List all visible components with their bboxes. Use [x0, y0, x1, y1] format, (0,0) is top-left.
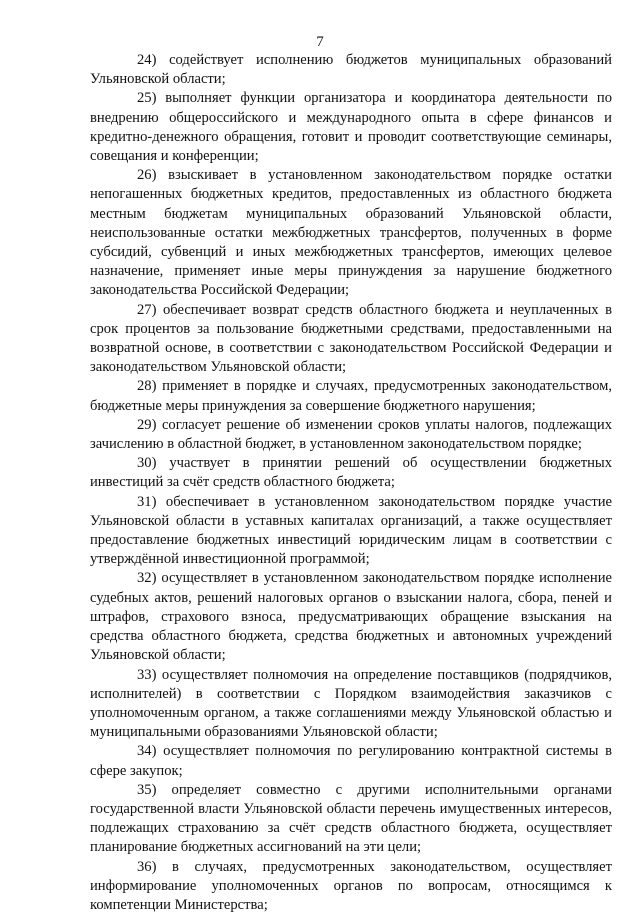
paragraph-33: 33) осуществляет полномочия на определение поставщиков (подрядчиков, исполнителей) в соответствии с Порядком взаимодействия заказчиков с уполномоченным органом, а также соглашениями между Ульяновской областью и муниципальными образованиями Ульяновской области; [90, 666, 612, 741]
paragraph-31: 31) обеспечивает в установленном законодательством порядке участие Ульяновской области в уставных капиталах организаций, а также осуществляет предоставление бюджетных инвестиций юридическим лицам в соответствии с утверждённой инвестиционной программой; [90, 493, 612, 568]
paragraph-24: 24) содействует исполнению бюджетов муниципальных образований Ульяновской области; [90, 52, 612, 88]
paragraph-32: 32) осуществляет в установленном законодательством порядке исполнение судебных актов, решений налоговых органов о взыскании налога, сбора, пеней и штрафов, страхового взноса, предусматривающих обращение взыскания на средства областного бюджета, средства бюджетных и автономных учреждений Ульяновской области; [90, 570, 612, 664]
paragraph-35: 35) определяет совместно с другими исполнительными органами государственной власти Ульяновской области перечень имущественных интересов, подлежащих страхованию за счёт средств областного бюджета, осуществляет планирование бюджетных ассигнований на эти цели; [90, 781, 612, 856]
paragraph-25: 25) выполняет функции организатора и координатора деятельности по внедрению общероссийского и международного опыта в сфере финансов и кредитно-денежного обращения, готовит и проводит соответствующие семинары, совещания и конференции; [90, 90, 612, 165]
page-number: 7 [316, 34, 324, 50]
paragraph-27: 27) обеспечивает возврат средств областного бюджета и неуплаченных в срок процентов за пользование бюджетными средствами, предоставленными на возвратной основе, в соответствии с законодательством Российской Федерации и законодательством Ульяновской области; [90, 301, 612, 376]
paragraph-36: 36) в случаях, предусмотренных законодательством, осуществляет информирование уполномоченных органов по вопросам, относящимся к компетенции Министерства; [90, 858, 612, 913]
paragraph-30: 30) участвует в принятии решений об осуществлении бюджетных инвестиций за счёт средств областного бюджета; [90, 455, 612, 491]
document-body [90, 51, 612, 915]
paragraph-26: 26) взыскивает в установленном законодательством порядке остатки непогашенных бюджетных кредитов, предоставленных из областного бюджета местным бюджетам муниципальных образований Ульяновской области, неиспользованные остатки межбюджетных трансфертов, полученных в форме субсидий, субвенций и иных межбюджетных трансфертов, имеющих целевое назначение, применяет иные меры принуждения за нарушение бюджетного законодательства Российской Федерации; [90, 167, 612, 299]
paragraph-29: 29) согласует решение об изменении сроков уплаты налогов, подлежащих зачислению в областной бюджет, в установленном законодательством порядке; [90, 416, 612, 453]
paragraph-34: 34) осуществляет полномочия по регулированию контрактной системы в сфере закупок; [90, 743, 612, 779]
paragraph-28: 28) применяет в порядке и случаях, предусмотренных законодательством, бюджетные меры принуждения за совершение бюджетного нарушения; [90, 378, 612, 414]
